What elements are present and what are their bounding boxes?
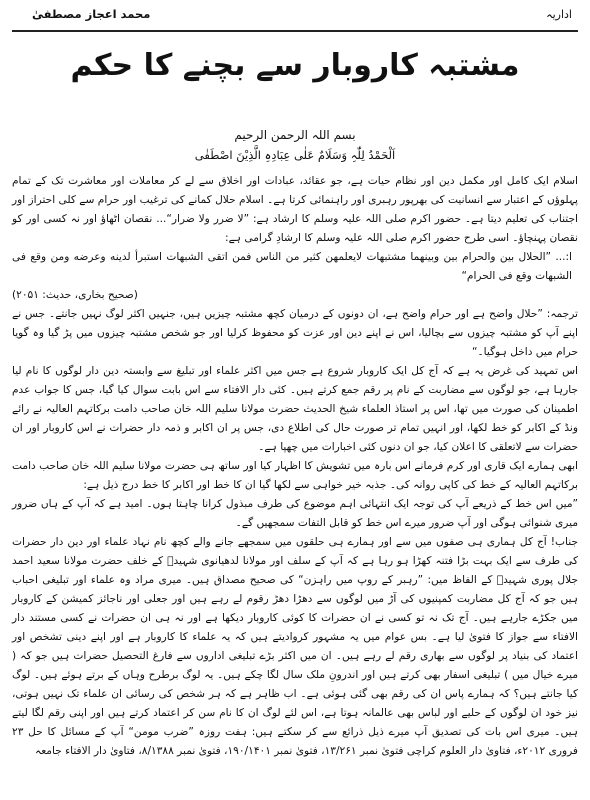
bismillah-line: بسم اللہ الرحمن الرحیم — [234, 128, 356, 142]
letter-paragraph: جناب! آج کل ہماری ہی صفوں میں سے اور ہمارے ہی حلقوں میں سمجھے جانے والے کچھ نام نہاد علماء اور دین دار حضرات کی طرف سے ایک بہت بڑا فتنہ کھڑا ہو رہا ہے کہ آپ کے سلف اور مولانا لدھیانوی شہیدؒ کے خلف حضرت مولانا سعید احمد جلال پوری شہیدؒ کے الفاظ میں: ”رہبر کے روپ میں راہزن“ کی صحیح مصداق ہیں۔ میری مراد وہ علماء اور تبلیغی احباب ہیں جو کہ آج کل مضاربت کمپنیوں کی آڑ میں لوگوں سے دھڑا دھڑ رقوم لے رہے ہیں اور جعلی اور ناجائز کمیشن کے کاروبار میں جکڑے جارہے ہیں۔ آج تک نہ تو کسی نے ان حضرات کا کوئی کاروبار دیکھا ہے اور نہ ہی ان حضرات نے کسی مستند دار الافتاء سے جواز کا فتویٰ لیا ہے۔ بس عوام میں یہ مشہور کروادیتے ہیں کہ یہ علماء کا کاروبار ہے اور اپنے دینی تشخص اور اعتماد کی بنیاد پر لوگوں سے بھاری رقم لے رہے ہیں۔ ان میں اکثر بڑے تبلیغی اداروں سے فارغ التحصیل حضرات ہیں جو کہ ( میرے خیال میں ) تبلیغی اسفار بھی کرتے ہیں اور اندرونِ ملک سال لگا چکے ہیں۔ یہ لوگ برطرح وہاں کے برتے ہوئے ہیں۔ لوگ کیا جانتے ہیں؟ کہ ہمارے پاس ان کی رقم بھی گئی ہوئی ہے۔ اب ظاہر ہے کہ ہر شخص کی رسائی ان علماء تک نہیں ہوتی، نیز خود ان لوگوں کے حلیے اور لباس بھی عالمانہ ہوتا ہے، اس لئے لوگ ان کا نام سن کر اعتماد کرتے ہیں اور اپنی رقم لگا لیتے ہیں۔ میری اس بات کی تصدیق آپ میرے ذیل ذرائع سے کر سکتے ہیں: ہفت روزہ ”ضرب مومن“ آپ کے مسائل کا حل ۲۳ فروری ۲۰۱۲ء، فتاویٰ دار العلوم کراچی فتویٰ نمبر ۱۳/۲۶۱، فتویٰ نمبر ۱۹۰/۱۴۰۱، فتویٰ نمبر ۸/۱۳۸۸، فتاویٰ دار الافتاء جامعہ — [12, 536, 578, 757]
editorial-body — [12, 172, 578, 796]
hadith-quote: ا:... ”الحلال بین والحرام بین وبینهما مشتبهات لایعلمهن کثیر من الناس فمن اتقی الشبهات استبرأ لدینه وعرضه ومن وقع فی الشبهات وقع فی الحرام“ — [12, 251, 572, 282]
section-label: اداریہ — [546, 8, 572, 21]
body-paragraph: اسلام ایک کامل اور مکمل دین اور نظام حیات ہے، جو عقائد، عبادات اور اخلاق سے لے کر معاملات اور معاشرت تک کے تمام پہلوؤں کے اعتبار سے انسانیت کی بھرپور رہبری اور راہنمائی کرتا ہے۔ اسلام حلال کمانے کی ترغیب اور حرام سے کلی احتراز اور اجتناب کی تعلیم دیتا ہے۔ حضور اکرم صلی اللہ علیہ وسلم کا ارشاد ہے: ”لا ضرر ولا ضرار“... نقصان اٹھاؤ اور نہ کسی اور کو نقصان پہنچاؤ۔ اسی طرح حضور اکرم صلی اللہ علیہ وسلم کا ارشادِ گرامی ہے: — [12, 175, 578, 244]
hadith-reference: (صحیح بخاری، حدیث: ۲۰۵۱) — [12, 289, 138, 301]
author-name: محمد اعجاز مصطفیٰ — [32, 7, 151, 21]
header-divider — [12, 30, 578, 32]
body-paragraph: اس تمہید کی غرض یہ ہے کہ آج کل ایک کاروبار شروع ہے جس میں اکثر علماء اور تبلیغ سے وابستہ دین دار لوگوں کا نام لیا جارہا ہے، جو لوگوں سے مضاربت کے نام پر رقم جمع کرتے ہیں۔ کئی دار الافتاء سے اس بابت سوال کیا گیا، جس کا جواب عدم اطمینان کی صورت میں تھا، اس پر استاذ العلماء شیخ الحدیث حضرت مولانا سلیم اللہ خان صاحب دامت برکاتہم العالیہ نے رائے ونڈ کے اکابر کو خط لکھا، اور انہیں تمام تر صورت حال کی اطلاع دی، جس پر ان اکابر و ذمہ دار حضرات نے اس کاروبار اور ان حضرات سے لاتعلقی کا اعلان کیا، جو ان دنوں کئی اخبارات میں چھپا ہے۔ — [12, 365, 578, 453]
body-paragraph: ترجمہ: ”حلال واضح ہے اور حرام واضح ہے، ان دونوں کے درمیان کچھ مشتبہ چیزیں ہیں، جنہیں اکثر لوگ نہیں جانتے۔ جس نے اپنے آپ کو مشتبہ چیزوں سے بچالیا، اس نے اپنے دین اور عزت کو محفوظ کرلیا اور جو شخص مشتبہ چیزوں میں پڑ گیا وہ گویا حرام میں داخل ہوگیا۔“ — [12, 308, 578, 358]
page-header — [0, 0, 590, 34]
body-paragraph: ابھی ہمارے ایک قاری اور کرم فرمانے اس بارہ میں تشویش کا اظہار کیا اور ساتھ ہی حضرت مولانا سلیم اللہ خان صاحب دامت برکاتہم العالیہ کے خط کی کاپی روانہ کی۔ جذبہ خیر خواہی سے لکھا گیا ان کا خط اور اکابر کا خط درج ذیل ہے: — [12, 460, 578, 491]
letter-paragraph: ”میں اس خط کے ذریعے آپ کی توجہ ایک انتہائی اہم موضوع کی طرف مبذول کرانا چاہتا ہوں۔ امید ہے کہ آپ کے ہاں ضرور میری شنوائی ہوگی اور آپ ضرور میرے اس خط کو قابل التفات سمجھیں گے۔ — [12, 498, 578, 529]
editorial-headline: مشتبہ کاروبار سے بچنے کا حکم — [70, 48, 520, 83]
salutation-line: اَلْحَمْدُ لِلّٰہِ وَسَلَامٌ عَلٰی عِبَادِہِ الَّذِیْنَ اصْطَفٰی — [194, 148, 396, 162]
